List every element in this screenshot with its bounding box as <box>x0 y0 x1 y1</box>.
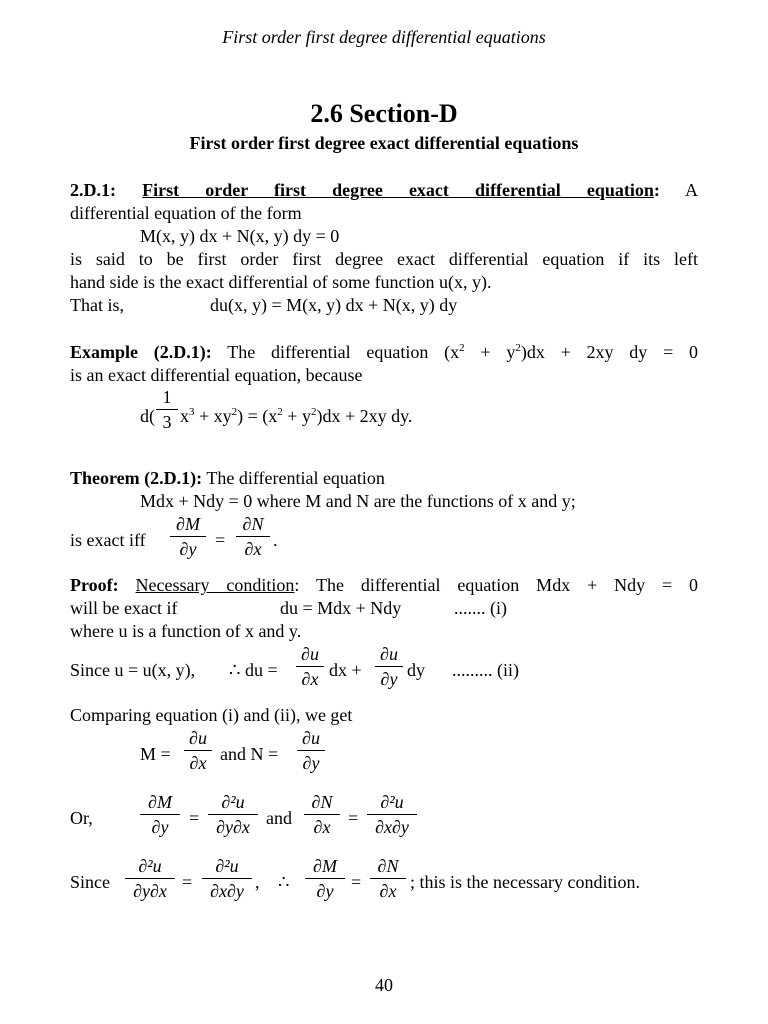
page-number: 40 <box>375 975 393 995</box>
proof-eq-i: du = Mdx + Ndy <box>280 598 402 618</box>
dN-dx-fraction: ∂N ∂x <box>370 855 406 902</box>
d2u-dxdy-fraction: ∂²u ∂x∂y <box>202 855 252 902</box>
necessary-condition: Necessary condition <box>135 575 295 595</box>
since-label: Since <box>70 872 110 892</box>
dN-dx-fraction: ∂N ∂x <box>304 791 340 838</box>
definition-label: 2.D.1: <box>70 180 116 200</box>
proof-label: Proof: <box>70 575 119 595</box>
theorem-label: Theorem (2.D.1): <box>70 468 203 488</box>
definition-equation: M(x, y) dx + N(x, y) dy = 0 <box>140 226 340 246</box>
theorem-dot: . <box>273 530 278 550</box>
that-is-label: That is, <box>70 295 124 315</box>
theorem-text: The differential equation <box>206 468 385 488</box>
equals-sign: = <box>351 872 362 892</box>
d2u-dxdy-fraction: ∂²u ∂x∂y <box>367 791 417 838</box>
dM-dy-fraction: ∂M ∂y <box>170 513 206 560</box>
proof-line: where u is a function of x and y. <box>70 621 302 641</box>
du-dx-fraction: ∂u ∂x <box>184 727 212 774</box>
or-label: Or, <box>70 808 93 828</box>
equals-sign: = <box>182 872 193 892</box>
running-head: First order first degree differential equations <box>222 27 546 47</box>
dN-dx-fraction: ∂N ∂x <box>236 513 270 560</box>
proof-line: will be exact if <box>70 598 178 618</box>
since-u-text: Since u = u(x, y), <box>70 660 196 680</box>
definition-line: differential equation of the form <box>70 203 302 223</box>
du-dx-fraction: ∂u ∂x <box>296 643 324 690</box>
definition-line: hand side is the exact differential of some function u(x, y). <box>70 272 492 292</box>
example-line: is an exact differential equation, because <box>70 365 363 385</box>
and-N-equals: and N = <box>220 744 279 764</box>
d2u-dydx-fraction: ∂²u ∂y∂x <box>125 855 175 902</box>
du-dy-fraction: ∂u ∂y <box>375 643 403 690</box>
definition-heading: 2.D.1: First order first degree exact differential equation: A <box>70 180 699 200</box>
theorem-is-exact: is exact iff <box>70 530 146 550</box>
section-title: 2.6 Section-D <box>310 99 458 128</box>
dx-plus: dx + <box>329 660 362 680</box>
theorem-line: Mdx + Ndy = 0 where M and N are the functions of x and y; <box>140 491 576 511</box>
M-equals: M = <box>140 744 171 764</box>
section-subtitle: First order first degree exact differential equations <box>189 133 579 153</box>
one-third-fraction: 1 3 <box>156 386 178 433</box>
therefore-symbol: ∴ <box>278 872 290 892</box>
definition-term: First order first degree exact differential equation <box>142 180 654 200</box>
and-text: and <box>266 808 292 828</box>
definition-text: A <box>685 180 699 200</box>
dy-text: dy <box>407 660 425 680</box>
definition-line: is said to be first order first degree exact differential equation if its left <box>70 249 698 269</box>
therefore-du: ∴ du = <box>229 660 278 680</box>
that-is-equation: du(x, y) = M(x, y) dx + N(x, y) dy <box>210 295 458 315</box>
example-equation: $x^3 + xy^2) = (x^2 + y^2)dx + 2xy$ dy. <box>180 406 413 426</box>
equals-sign: = <box>215 530 226 550</box>
proof-line: Comparing equation (i) and (ii), we get <box>70 705 353 725</box>
comma: , <box>255 872 260 892</box>
equals-sign: = <box>348 808 359 828</box>
du-dy-fraction: ∂u ∂y <box>297 727 325 774</box>
d2u-dydx-fraction: ∂²u ∂y∂x <box>208 791 258 838</box>
dM-dy-fraction: ∂M ∂y <box>305 855 345 902</box>
example-label: Example (2.D.1): <box>70 342 212 362</box>
equals-sign: = <box>189 808 200 828</box>
dM-dy-fraction: ∂M ∂y <box>140 791 180 838</box>
example-equation-lead: d( <box>140 406 155 426</box>
proof-heading: Proof: Necessary condition: The differential equation Mdx + Ndy = 0 <box>70 575 699 595</box>
theorem-heading <box>70 467 385 490</box>
example-text: The differential equation $(x^2 + y^2)dx + 2xy$ dy = 0 <box>227 342 699 362</box>
conclusion-text: ; this is the necessary condition. <box>410 872 640 892</box>
eq-label-i: ....... (i) <box>454 598 507 618</box>
eq-label-ii: ......... (ii) <box>452 660 519 680</box>
